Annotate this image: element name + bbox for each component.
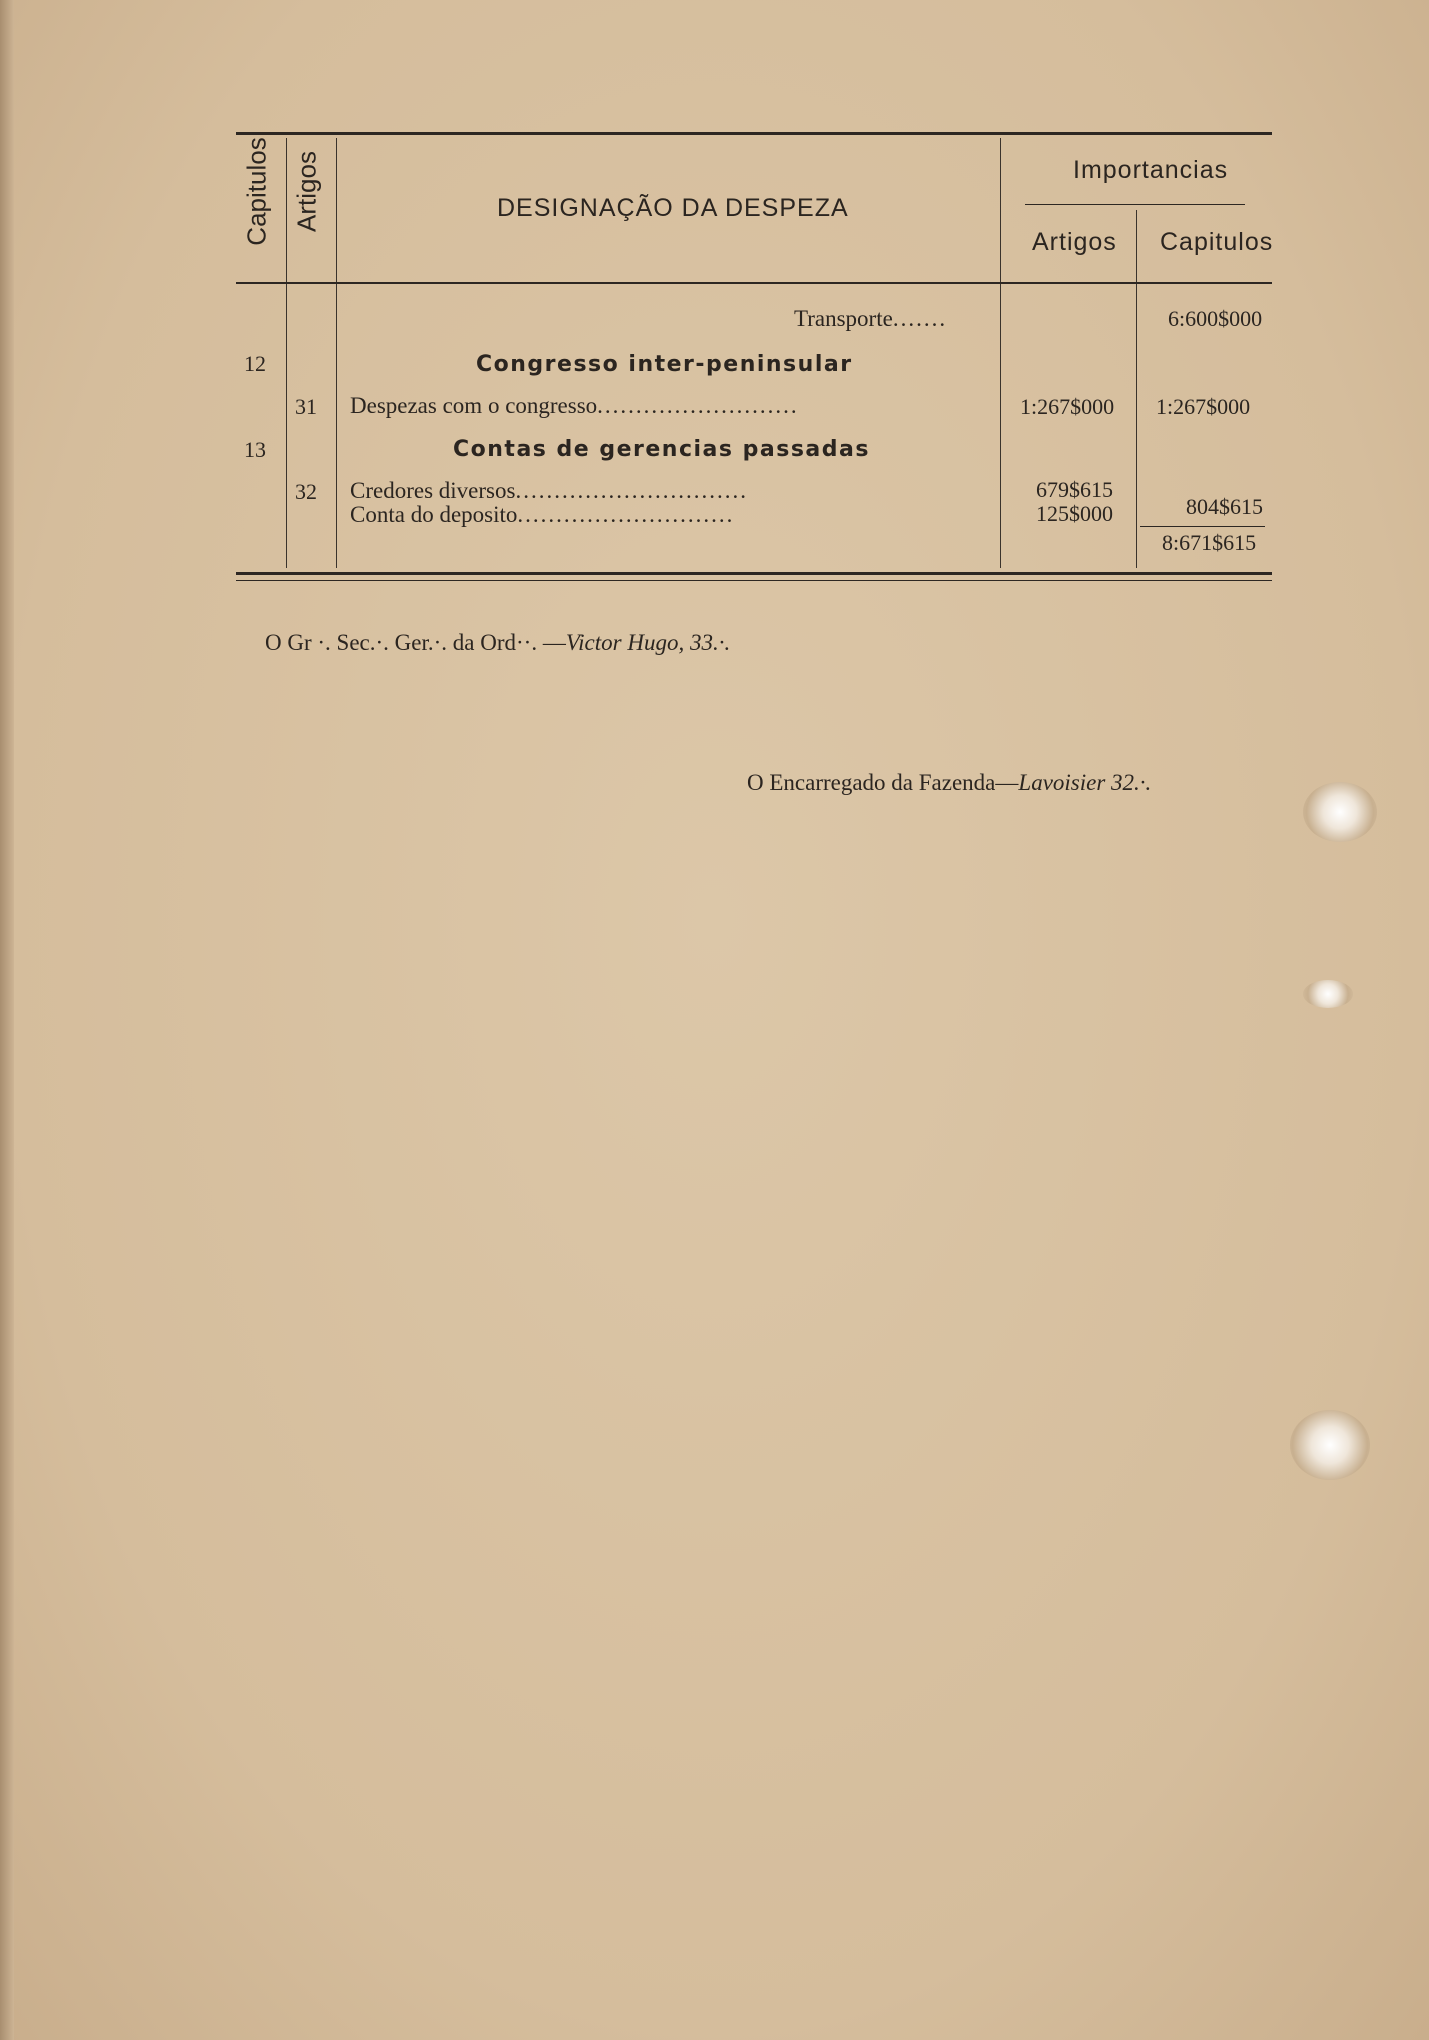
section-title: Contas de gerencias passadas: [453, 437, 870, 462]
subtotal-rule: [1140, 526, 1265, 527]
row-capitulos-amount: 1:267$000: [1156, 394, 1251, 419]
row-label: Credores diversos..............................: [350, 478, 748, 503]
bottom-rule: [236, 572, 1272, 575]
artigo-number: 31: [295, 394, 317, 419]
col-divider: [1000, 138, 1001, 568]
transporte-capitulos: 6:600$000: [1168, 306, 1263, 331]
secretary-signature: O Gr ·. Sec.·. Ger.·. da Ord··. —Victor Hugo, 33.·.: [265, 630, 731, 655]
row-artigos-amount: 679$615: [1036, 477, 1113, 502]
grand-total: 8:671$615: [1162, 530, 1257, 555]
page-edge: [0, 0, 14, 2040]
row-capitulos-amount: 804$615: [1186, 494, 1263, 519]
header-imp-artigos: Artigos: [1032, 228, 1117, 256]
row-label: Conta do deposito............................: [350, 502, 735, 527]
binding-hole: [1303, 782, 1377, 842]
header-imp-capitulos: Capitulos: [1160, 228, 1274, 256]
header-importancias: Importancias: [1073, 156, 1229, 184]
transporte-label: Transporte.......: [794, 306, 948, 331]
top-rule: [236, 132, 1272, 135]
binding-hole: [1303, 980, 1353, 1008]
header-designacao: DESIGNAÇÃO DA DESPEZA: [497, 194, 849, 222]
treasurer-signature: O Encarregado da Fazenda—Lavoisier 32.·.: [747, 770, 1152, 795]
artigo-number: 32: [295, 479, 317, 504]
row-label: Despezas com o congresso..........................: [350, 393, 799, 418]
capitulo-number: 13: [244, 437, 266, 462]
header-artigos: Artigos: [291, 151, 322, 232]
row-artigos-amount: 125$000: [1036, 501, 1113, 526]
bottom-rule-thin: [236, 580, 1272, 581]
binding-hole: [1290, 1410, 1370, 1480]
col-divider: [1136, 210, 1137, 568]
row-artigos-amount: 1:267$000: [1020, 394, 1115, 419]
section-title: Congresso inter-peninsular: [476, 352, 853, 377]
col-divider: [336, 138, 337, 568]
header-rule: [236, 282, 1272, 284]
header-capitulos: Capitulos: [241, 137, 272, 246]
col-divider: [286, 138, 287, 568]
importancias-rule: [1025, 204, 1245, 205]
capitulo-number: 12: [244, 351, 266, 376]
